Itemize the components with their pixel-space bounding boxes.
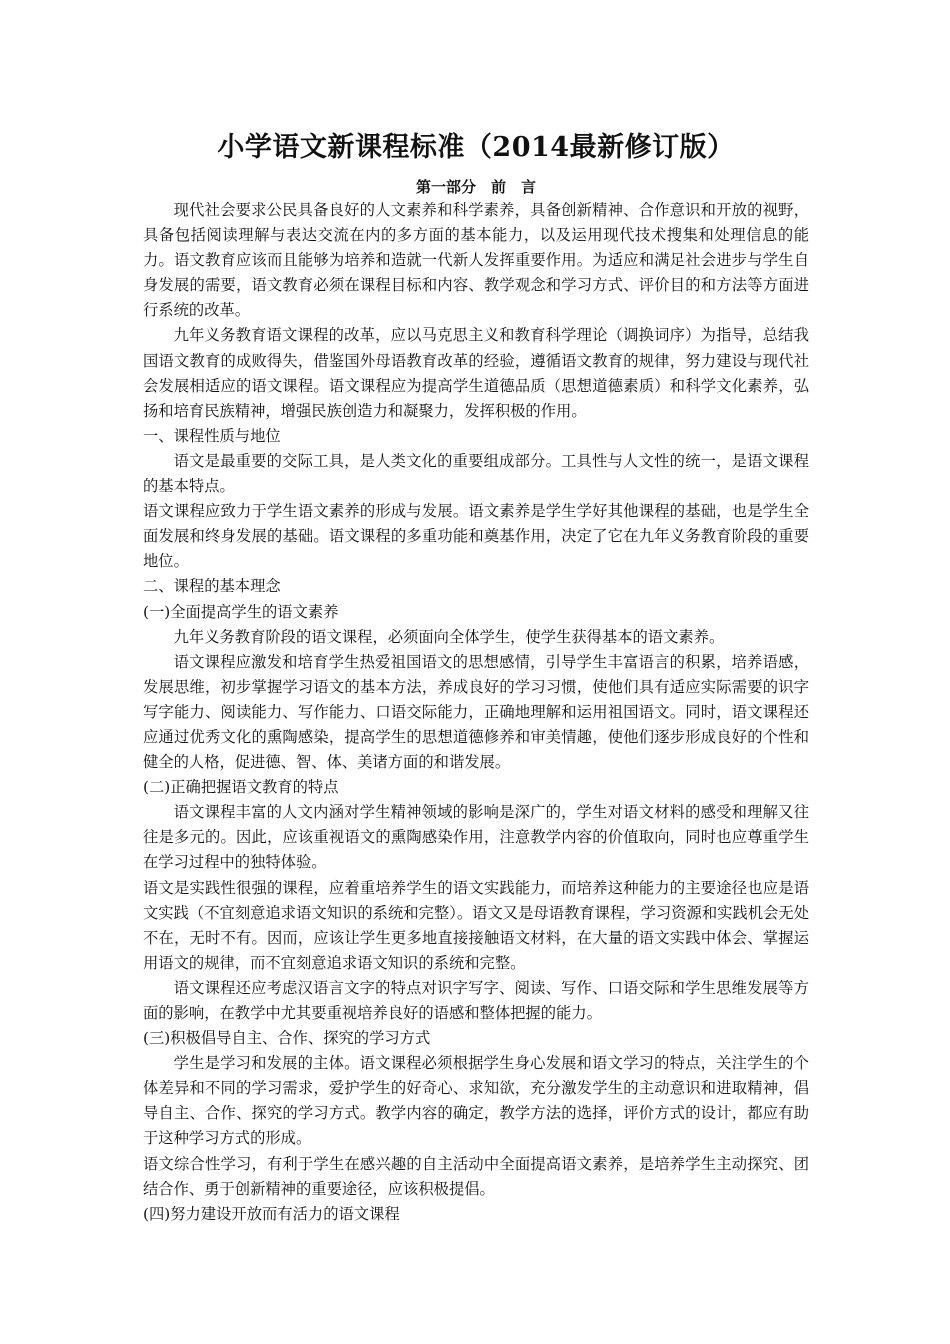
paragraph: 九年义务教育阶段的语文课程，必须面向全体学生，使学生获得基本的语文素养。	[173, 627, 725, 646]
section-heading: (三)积极倡导自主、合作、探究的学习方式	[143, 1029, 431, 1048]
document-page	[143, 128, 809, 1227]
paragraph: 语文课程丰富的人文内涵对学生精神领域的影响是深广的，学生对语文材料的感受和理解又往往是多元的。因此，应该重视语文的熏陶感染作用，注意教学内容的价值取向，同时也应尊重学生在学习过程中的独特体验。	[143, 803, 809, 872]
section-heading: 二、课程的基本理念	[143, 577, 281, 596]
paragraph: 学生是学习和发展的主体。语文课程必须根据学生身心发展和语文学习的特点，关注学生的个体差异和不同的学习需求，爱护学生的好奇心、求知欲，充分激发学生的主动意识和进取精神，倡导自主、合作、探究的学习方式。教学内容的确定，教学方法的选择，评价方式的设计，都应有助于这种学习方式的形成。	[143, 1054, 809, 1148]
section-heading: (一)全面提高学生的语文素养	[143, 602, 339, 621]
paragraph: 语文是实践性很强的课程，应着重培养学生的语文实践能力，而培养这种能力的主要途径也应是语文实践（不宜刻意追求语文知识的系统和完整）。语文又是母语教育课程，学习资源和实践机会无处不在，无时不有。因而，应该让学生更多地直接接触语文材料，在大量的语文实践中体会、掌握运用语文的规律，而不宜刻意追求语文知识的系统和完整。	[143, 878, 809, 972]
section-heading: (四)努力建设开放而有活力的语文课程	[143, 1204, 400, 1223]
paragraph: 语文课程还应考虑汉语言文字的特点对识字写字、阅读、写作、口语交际和学生思维发展等方面的影响，在教学中尤其要重视培养良好的语感和整体把握的能力。	[143, 978, 809, 1022]
paragraph: 现代社会要求公民具备良好的人文素养和科学素养，具备创新精神、合作意识和开放的视野，具备包括阅读理解与表达交流在内的多方面的基本能力，以及运用现代技术搜集和处理信息的能力。语文教育应该而且能够为培养和造就一代新人发挥重要作用。为适应和满足社会进步与学生自身发展的需要，语文教育必须在课程目标和内容、教学观念和学习方式、评价目的和方法等方面进行系统的改革。	[143, 201, 809, 320]
paragraph: 九年义务教育语文课程的改革，应以马克思主义和教育科学理论（调换词序）为指导，总结我国语文教育的成败得失，借鉴国外母语教育改革的经验，遵循语文教育的规律，努力建设与现代社会发展相适应的语文课程。语文课程应为提高学生道德品质（思想道德素质）和科学文化素养，弘扬和培育民族精神，增强民族创造力和凝聚力，发挥积极的作用。	[143, 326, 809, 420]
paragraph: 语文课程应激发和培育学生热爱祖国语文的思想感情，引导学生丰富语言的积累，培养语感，发展思维，初步掌握学习语文的基本方法，养成良好的学习习惯，使他们具有适应实际需要的识字写字能力、阅读能力、写作能力、口语交际能力，正确地理解和运用祖国语文。同时，语文课程还应通过优秀文化的熏陶感染，提高学生的思想道德修养和审美情趣，使他们逐步形成良好的个性和健全的人格，促进德、智、体、美诸方面的和谐发展。	[143, 652, 809, 772]
section-heading: (二)正确把握语文教育的特点	[143, 778, 339, 797]
document-body	[143, 198, 809, 1227]
paragraph: 语文是最重要的交际工具，是人类文化的重要组成部分。工具性与人文性的统一，是语文课程的基本特点。	[143, 451, 809, 496]
document-title: 小学语文新课程标准（2014最新修订版）	[217, 132, 735, 163]
section-heading: 一、课程性质与地位	[143, 426, 281, 445]
paragraph: 语文课程应致力于学生语文素养的形成与发展。语文素养是学生学好其他课程的基础，也是学生全面发展和终身发展的基础。语文课程的多重功能和奠基作用，决定了它在九年义务教育阶段的重要地位。	[143, 502, 809, 571]
paragraph: 语文综合性学习，有利于学生在感兴趣的自主活动中全面提高语文素养，是培养学生主动探究、团结合作、勇于创新精神的重要途径，应该积极提倡。	[143, 1154, 809, 1198]
part-heading: 第一部分 前 言	[415, 178, 536, 196]
